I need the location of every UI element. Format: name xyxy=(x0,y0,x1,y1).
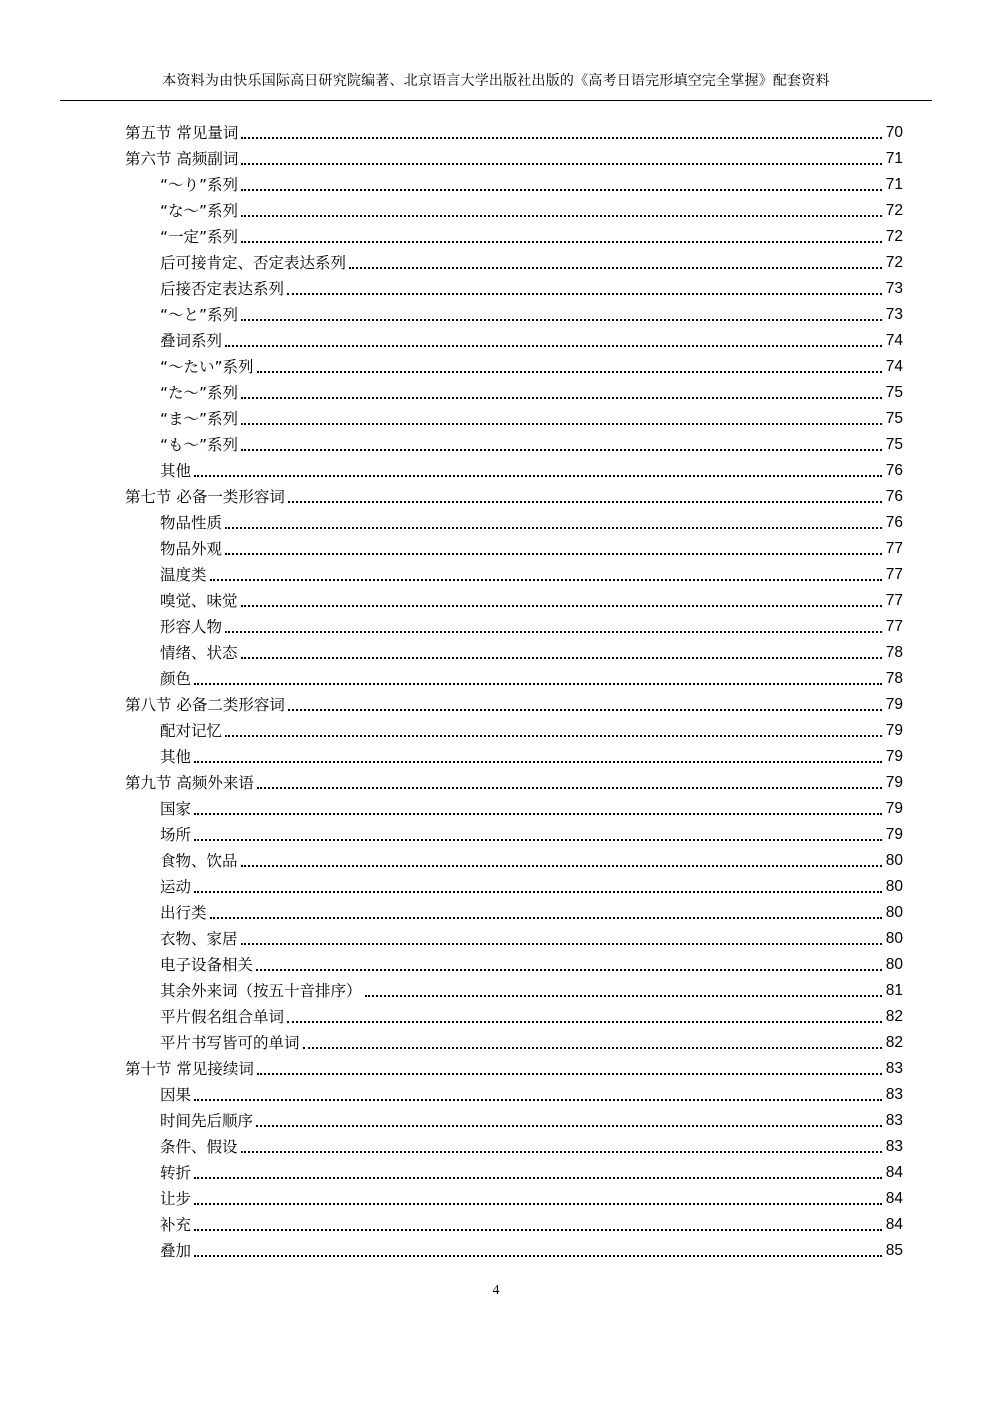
toc-entry-page-number: 82 xyxy=(885,1008,903,1025)
toc-entry-label: 平片假名组合单词 xyxy=(160,1008,285,1026)
toc-dot-leader xyxy=(241,397,882,399)
toc-entry-page-number: 82 xyxy=(885,1034,903,1051)
toc-subsection-row[interactable] xyxy=(125,1186,903,1212)
toc-dot-leader xyxy=(225,735,882,737)
toc-entry-label: 第九节 高频外来语 xyxy=(125,774,254,792)
toc-subsection-row[interactable] xyxy=(125,432,903,458)
toc-section-row[interactable] xyxy=(125,770,903,796)
toc-entry-page-number: 71 xyxy=(885,176,903,193)
toc-entry-label: “た～”系列 xyxy=(160,384,239,402)
toc-dot-leader xyxy=(288,709,882,711)
toc-entry-page-number: 70 xyxy=(885,124,903,141)
toc-dot-leader xyxy=(210,579,882,581)
toc-entry-page-number: 76 xyxy=(885,488,903,505)
toc-entry-page-number: 73 xyxy=(885,280,903,297)
toc-dot-leader xyxy=(194,891,882,893)
toc-entry-page-number: 72 xyxy=(885,254,903,271)
toc-subsection-row[interactable] xyxy=(125,796,903,822)
toc-subsection-row[interactable] xyxy=(125,562,903,588)
toc-dot-leader xyxy=(256,969,882,971)
toc-dot-leader xyxy=(257,787,882,789)
toc-entry-page-number: 73 xyxy=(885,306,903,323)
toc-entry-page-number: 77 xyxy=(885,618,903,635)
toc-entry-label: 颜色 xyxy=(160,670,192,688)
toc-dot-leader xyxy=(241,449,882,451)
toc-entry-page-number: 83 xyxy=(885,1112,903,1129)
toc-subsection-row[interactable] xyxy=(125,302,903,328)
page-header: 本资料为由快乐国际高日研究院编著、北京语言大学出版社出版的《高考日语完形填空完全掌握》配套资料 xyxy=(162,73,830,89)
toc-subsection-row[interactable] xyxy=(125,1160,903,1186)
toc-entry-page-number: 84 xyxy=(885,1164,903,1181)
toc-section-row[interactable] xyxy=(125,1056,903,1082)
toc-section-row[interactable] xyxy=(125,692,903,718)
toc-entry-page-number: 72 xyxy=(885,202,903,219)
toc-entry-page-number: 71 xyxy=(885,150,903,167)
toc-entry-label: 第五节 常见量词 xyxy=(125,124,239,142)
toc-dot-leader xyxy=(241,189,882,191)
toc-dot-leader xyxy=(287,1021,882,1023)
toc-subsection-row[interactable] xyxy=(125,172,903,198)
toc-entry-label: 平片书写皆可的单词 xyxy=(160,1034,300,1052)
toc-dot-leader xyxy=(288,501,882,503)
toc-dot-leader xyxy=(194,1229,882,1231)
toc-entry-page-number: 79 xyxy=(885,826,903,843)
toc-subsection-row[interactable] xyxy=(125,822,903,848)
toc-entry-page-number: 83 xyxy=(885,1138,903,1155)
toc-entry-page-number: 77 xyxy=(885,592,903,609)
toc-dot-leader xyxy=(210,917,882,919)
toc-entry-label: 时间先后顺序 xyxy=(160,1112,254,1130)
toc-entry-label: “～たい”系列 xyxy=(160,358,254,376)
toc-entry-label: 衣物、家居 xyxy=(160,930,238,948)
table-of-contents xyxy=(125,120,903,1264)
toc-subsection-row[interactable] xyxy=(125,900,903,926)
toc-dot-leader xyxy=(225,553,882,555)
toc-entry-page-number: 75 xyxy=(885,410,903,427)
toc-entry-page-number: 80 xyxy=(885,930,903,947)
toc-entry-label: 叠词系列 xyxy=(160,332,223,350)
toc-dot-leader xyxy=(225,631,882,633)
toc-entry-label: 物品性质 xyxy=(160,514,223,532)
toc-entry-label: 食物、饮品 xyxy=(160,852,238,870)
toc-entry-label: “も～”系列 xyxy=(160,436,239,454)
toc-entry-label: “ま～”系列 xyxy=(160,410,239,428)
toc-dot-leader xyxy=(241,423,882,425)
toc-entry-page-number: 74 xyxy=(885,332,903,349)
toc-subsection-row[interactable] xyxy=(125,640,903,666)
toc-entry-label: 第八节 必备二类形容词 xyxy=(125,696,285,714)
toc-dot-leader xyxy=(241,943,882,945)
toc-subsection-row[interactable] xyxy=(125,588,903,614)
toc-entry-page-number: 84 xyxy=(885,1190,903,1207)
toc-dot-leader xyxy=(241,865,882,867)
toc-dot-leader xyxy=(256,1125,882,1127)
toc-subsection-row[interactable] xyxy=(125,1082,903,1108)
toc-subsection-row[interactable] xyxy=(125,614,903,640)
toc-subsection-row[interactable] xyxy=(125,328,903,354)
toc-entry-label: 形容人物 xyxy=(160,618,223,636)
toc-subsection-row[interactable] xyxy=(125,1030,903,1056)
toc-entry-page-number: 74 xyxy=(885,358,903,375)
toc-subsection-row[interactable] xyxy=(125,874,903,900)
toc-dot-leader xyxy=(194,1255,882,1257)
toc-entry-label: 叠加 xyxy=(160,1242,192,1260)
toc-subsection-row[interactable] xyxy=(125,926,903,952)
toc-entry-page-number: 76 xyxy=(885,462,903,479)
toc-subsection-row[interactable] xyxy=(125,536,903,562)
toc-entry-page-number: 75 xyxy=(885,384,903,401)
toc-entry-label: 后可接肯定、否定表达系列 xyxy=(160,254,347,272)
toc-subsection-row[interactable] xyxy=(125,1004,903,1030)
toc-dot-leader xyxy=(365,995,882,997)
toc-entry-label: 条件、假设 xyxy=(160,1138,238,1156)
toc-subsection-row[interactable] xyxy=(125,510,903,536)
toc-dot-leader xyxy=(349,267,882,269)
toc-subsection-row[interactable] xyxy=(125,458,903,484)
toc-entry-page-number: 79 xyxy=(885,722,903,739)
toc-entry-page-number: 79 xyxy=(885,800,903,817)
toc-dot-leader xyxy=(241,241,882,243)
toc-entry-page-number: 77 xyxy=(885,540,903,557)
toc-entry-label: 第六节 高频副词 xyxy=(125,150,239,168)
toc-entry-label: 情绪、状态 xyxy=(160,644,238,662)
toc-entry-label: 因果 xyxy=(160,1086,192,1104)
toc-entry-page-number: 79 xyxy=(885,774,903,791)
toc-entry-page-number: 80 xyxy=(885,878,903,895)
toc-entry-label: 温度类 xyxy=(160,566,207,584)
toc-entry-label: 其他 xyxy=(160,462,192,480)
toc-entry-page-number: 80 xyxy=(885,956,903,973)
toc-dot-leader xyxy=(194,761,882,763)
toc-entry-label: 后接否定表达系列 xyxy=(160,280,285,298)
toc-dot-leader xyxy=(194,813,882,815)
toc-entry-page-number: 83 xyxy=(885,1060,903,1077)
toc-entry-label: “～と”系列 xyxy=(160,306,239,324)
toc-entry-label: 出行类 xyxy=(160,904,207,922)
toc-dot-leader xyxy=(241,215,882,217)
toc-dot-leader xyxy=(194,683,882,685)
toc-entry-label: 场所 xyxy=(160,826,192,844)
toc-dot-leader xyxy=(241,163,882,165)
toc-subsection-row[interactable] xyxy=(125,978,903,1004)
toc-entry-label: 嗅觉、味觉 xyxy=(160,592,238,610)
toc-dot-leader xyxy=(303,1047,882,1049)
page-number: 4 xyxy=(492,1283,500,1298)
toc-dot-leader xyxy=(257,1073,882,1075)
toc-dot-leader xyxy=(287,293,882,295)
toc-entry-label: 其他 xyxy=(160,748,192,766)
toc-subsection-row[interactable] xyxy=(125,224,903,250)
toc-dot-leader xyxy=(194,839,882,841)
toc-subsection-row[interactable] xyxy=(125,1108,903,1134)
toc-entry-page-number: 79 xyxy=(885,748,903,765)
toc-entry-page-number: 80 xyxy=(885,852,903,869)
toc-dot-leader xyxy=(241,1151,882,1153)
toc-dot-leader xyxy=(241,605,882,607)
toc-entry-page-number: 78 xyxy=(885,644,903,661)
toc-entry-page-number: 77 xyxy=(885,566,903,583)
toc-entry-page-number: 76 xyxy=(885,514,903,531)
toc-entry-label: 国家 xyxy=(160,800,192,818)
toc-entry-label: 第十节 常见接续词 xyxy=(125,1060,254,1078)
toc-subsection-row[interactable] xyxy=(125,952,903,978)
toc-dot-leader xyxy=(257,371,882,373)
toc-dot-leader xyxy=(241,657,882,659)
toc-dot-leader xyxy=(194,475,882,477)
toc-subsection-row[interactable] xyxy=(125,276,903,302)
toc-subsection-row[interactable] xyxy=(125,666,903,692)
toc-entry-label: “な～”系列 xyxy=(160,202,239,220)
toc-section-row[interactable] xyxy=(125,146,903,172)
toc-entry-label: “一定”系列 xyxy=(160,228,239,246)
toc-subsection-row[interactable] xyxy=(125,1212,903,1238)
toc-entry-label: 补充 xyxy=(160,1216,192,1234)
toc-dot-leader xyxy=(194,1099,882,1101)
header-rule xyxy=(60,100,932,101)
toc-entry-label: 物品外观 xyxy=(160,540,223,558)
toc-subsection-row[interactable] xyxy=(125,744,903,770)
toc-section-row[interactable] xyxy=(125,484,903,510)
toc-entry-page-number: 83 xyxy=(885,1086,903,1103)
toc-entry-label: 其余外来词（按五十音排序） xyxy=(160,982,362,1000)
toc-subsection-row[interactable] xyxy=(125,380,903,406)
toc-subsection-row[interactable] xyxy=(125,250,903,276)
toc-entry-label: 配对记忆 xyxy=(160,722,223,740)
toc-entry-page-number: 84 xyxy=(885,1216,903,1233)
toc-subsection-row[interactable] xyxy=(125,354,903,380)
toc-subsection-row[interactable] xyxy=(125,848,903,874)
toc-entry-label: 电子设备相关 xyxy=(160,956,254,974)
toc-entry-page-number: 75 xyxy=(885,436,903,453)
toc-subsection-row[interactable] xyxy=(125,718,903,744)
toc-entry-label: 第七节 必备一类形容词 xyxy=(125,488,285,506)
toc-subsection-row[interactable] xyxy=(125,1134,903,1160)
toc-entry-label: 运动 xyxy=(160,878,192,896)
toc-entry-page-number: 78 xyxy=(885,670,903,687)
toc-subsection-row[interactable] xyxy=(125,406,903,432)
toc-dot-leader xyxy=(194,1203,882,1205)
toc-subsection-row[interactable] xyxy=(125,1238,903,1264)
toc-entry-label: 让步 xyxy=(160,1190,192,1208)
toc-entry-page-number: 79 xyxy=(885,696,903,713)
toc-entry-page-number: 72 xyxy=(885,228,903,245)
toc-entry-page-number: 80 xyxy=(885,904,903,921)
toc-section-row[interactable] xyxy=(125,120,903,146)
toc-entry-label: “～り”系列 xyxy=(160,176,239,194)
toc-dot-leader xyxy=(241,137,882,139)
toc-dot-leader xyxy=(194,1177,882,1179)
toc-dot-leader xyxy=(241,319,882,321)
toc-entry-page-number: 85 xyxy=(885,1242,903,1259)
toc-entry-page-number: 81 xyxy=(885,982,903,999)
toc-entry-label: 转折 xyxy=(160,1164,192,1182)
toc-subsection-row[interactable] xyxy=(125,198,903,224)
toc-dot-leader xyxy=(225,345,882,347)
toc-dot-leader xyxy=(225,527,882,529)
